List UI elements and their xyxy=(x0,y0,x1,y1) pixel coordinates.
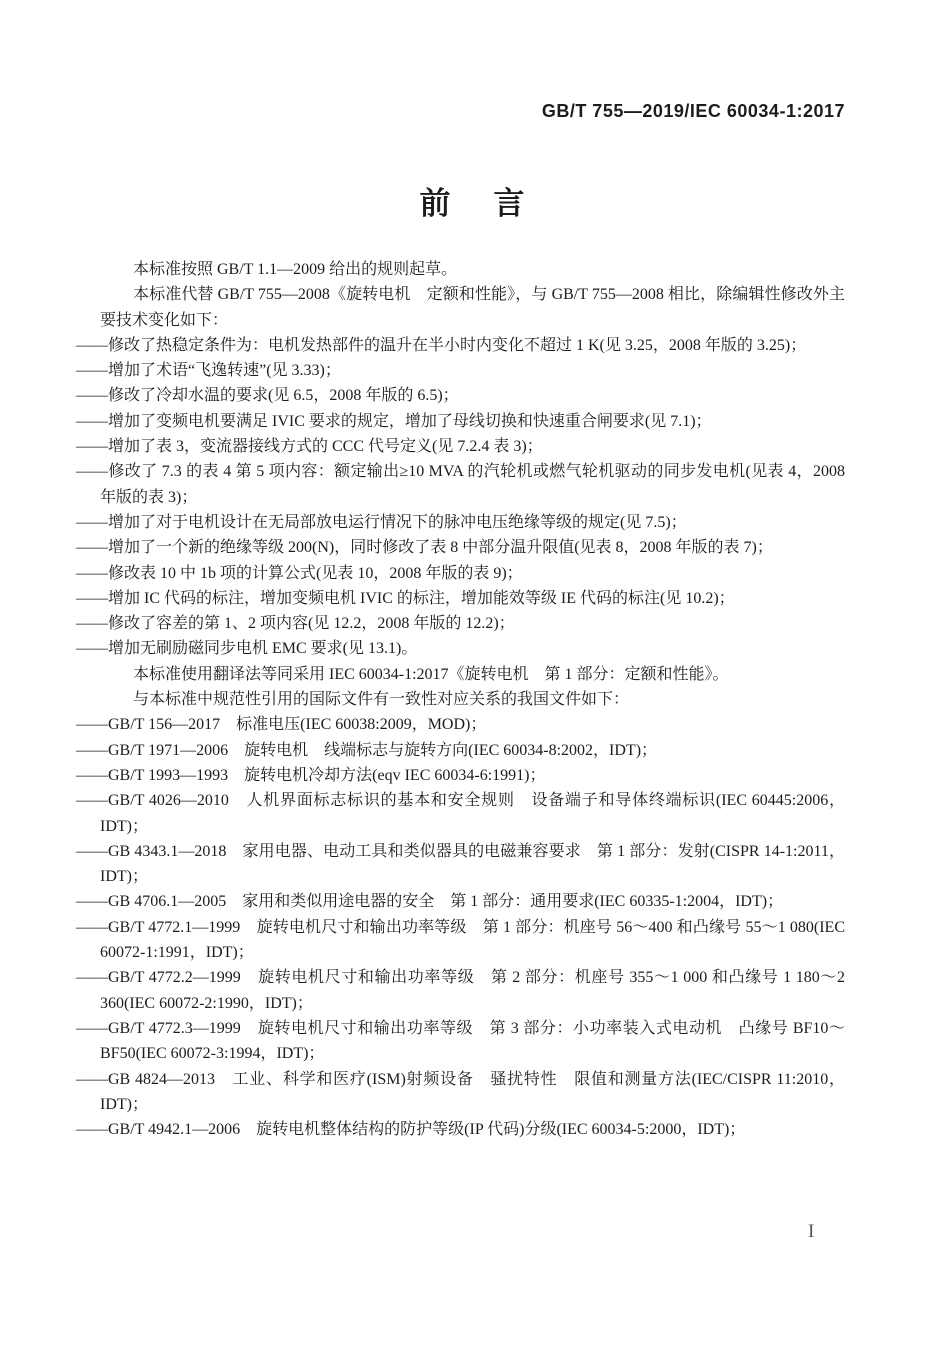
replacement-paragraph: 本标准代替 GB/T 755—2008《旋转电机 定额和性能》，与 GB/T 755—2008 相比，除编辑性修改外主要技术变化如下： xyxy=(100,286,845,329)
reference-item: ——GB/T 4772.3—1999 旋转电机尺寸和输出功率等级 第 3 部分：小功率装入式电动机 凸缘号 BF10～BF50(IEC 60072-3:1994，IDT)； xyxy=(76,1019,845,1063)
change-item: ——增加了一个新的绝缘等级 200(N)，同时修改了表 8 中部分温升限值(见表 8，2008 年版的表 7)； xyxy=(76,539,773,557)
reference-item: ——GB/T 1993—1993 旋转电机冷却方法(eqv IEC 60034-6:1991)； xyxy=(76,766,546,784)
change-item: ——增加了表 3，变流器接线方式的 CCC 代号定义(见 7.2.4 表 3)； xyxy=(76,438,543,456)
foreword-title: 前 言 xyxy=(419,186,531,221)
reference-item: ——GB/T 156—2017 标准电压(IEC 60038:2009，MOD)； xyxy=(76,716,487,734)
change-item: ——修改了热稳定条件为：电机发热部件的温升在半小时内变化不超过 1 K(见 3.25，2008 年版的 3.25)； xyxy=(76,336,807,354)
reference-item: ——GB 4343.1—2018 家用电器、电动工具和类似器具的电磁兼容要求 第 1 部分：发射(CISPR 14-1:2011，IDT)； xyxy=(76,842,845,886)
reference-item: ——GB/T 4026—2010 人机界面标志标识的基本和安全规则 设备端子和导体终端标识(IEC 60445:2006，IDT)； xyxy=(76,792,845,835)
reference-item: ——GB 4824—2013 工业、科学和医疗(ISM)射频设备 骚扰特性 限值和测量方法(IEC/CISPR 11:2010，IDT)； xyxy=(76,1070,845,1113)
correspondence-intro-paragraph: 与本标准中规范性引用的国际文件有一致性对应关系的我国文件如下： xyxy=(133,691,630,709)
page-number: I xyxy=(808,1221,815,1242)
change-item: ——修改了 7.3 的表 4 第 5 项内容：额定输出≥10 MVA 的汽轮机或燃气轮机驱动的同步发电机(见表 4，2008 年版的表 3)； xyxy=(76,463,845,506)
adoption-paragraph: 本标准使用翻译法等同采用 IEC 60034-1:2017《旋转电机 第 1 部分：定额和性能》。 xyxy=(133,665,729,683)
foreword-body xyxy=(76,257,845,1142)
change-item: ——增加了术语“飞逸转速”(见 3.33)； xyxy=(76,362,341,380)
change-item: ——增加 IC 代码的标注，增加变频电机 IVIC 的标注，增加能效等级 IE 代码的标注(见 10.2)； xyxy=(76,589,735,607)
reference-item: ——GB 4706.1—2005 家用和类似用途电器的安全 第 1 部分：通用要求(IEC 60335-1:2004，IDT)； xyxy=(76,893,784,911)
drafting-rule-paragraph: 本标准按照 GB/T 1.1—2009 给出的规则起草。 xyxy=(133,261,458,278)
reference-item: ——GB/T 4772.2—1999 旋转电机尺寸和输出功率等级 第 2 部分：机座号 355～1 000 和凸缘号 1 180～2 360(IEC 60072-2:1990，IDT)； xyxy=(76,969,845,1012)
change-item: ——增加了对于电机设计在无局部放电运行情况下的脉冲电压绝缘等级的规定(见 7.5)； xyxy=(76,513,687,531)
reference-item: ——GB/T 4772.1—1999 旋转电机尺寸和输出功率等级 第 1 部分：机座号 56～400 和凸缘号 55～1 080(IEC 60072-1:1991，IDT)； xyxy=(76,918,845,962)
reference-item: ——GB/T 1971—2006 旋转电机 线端标志与旋转方向(IEC 60034-8:2002，IDT)； xyxy=(76,741,658,759)
change-item: ——增加了变频电机要满足 IVIC 要求的规定，增加了母线切换和快速重合闸要求(见 7.1)； xyxy=(76,412,712,430)
reference-item: ——GB/T 4942.1—2006 旋转电机整体结构的防护等级(IP 代码)分级(IEC 60034-5:2000，IDT)； xyxy=(76,1121,746,1139)
standard-code: GB/T 755—2019/IEC 60034-1:2017 xyxy=(541,101,845,121)
change-item: ——修改表 10 中 1b 项的计算公式(见表 10，2008 年版的表 9)； xyxy=(76,564,523,582)
change-item: ——修改了冷却水温的要求(见 6.5，2008 年版的 6.5)； xyxy=(76,387,459,405)
change-item: ——增加无刷励磁同步电机 EMC 要求(见 13.1)。 xyxy=(76,640,418,658)
change-item: ——修改了容差的第 1、2 项内容(见 12.2，2008 年版的 12.2)； xyxy=(76,615,515,633)
